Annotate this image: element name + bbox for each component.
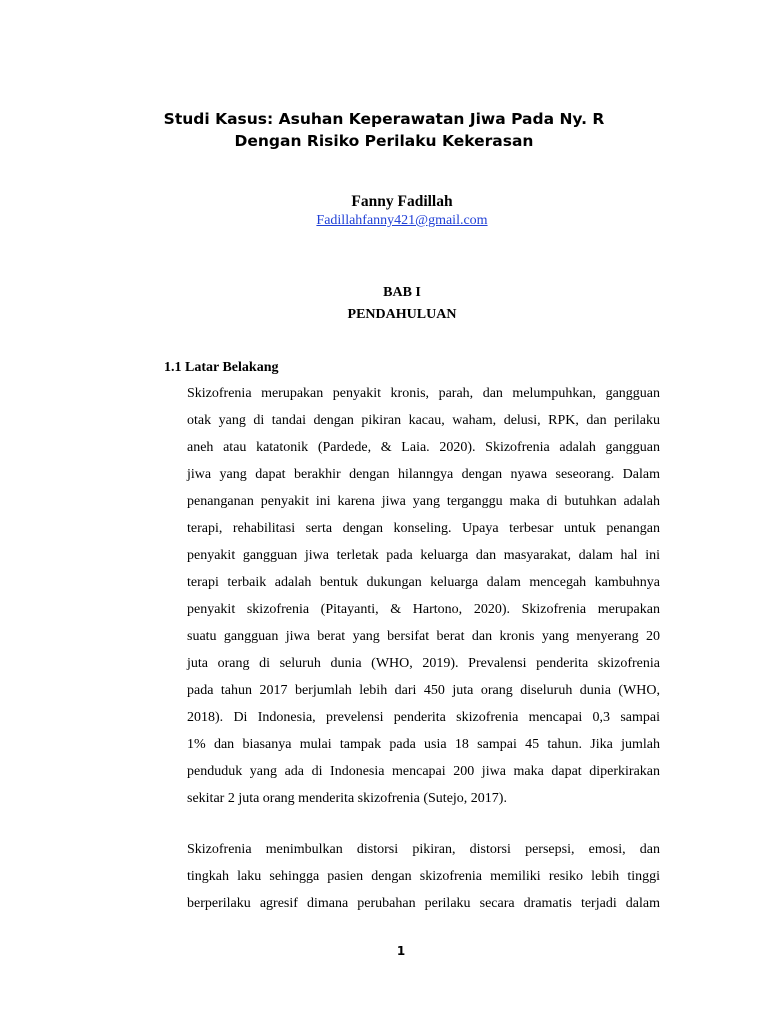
page-number: 1 [396,944,406,958]
paragraph-line: 1% dan biasanya mulai tampak pada usia 18 sampai 45 tahun. Jika jumlah [187,737,660,752]
paragraph-line: terapi terbaik adalah bentuk dukungan keluarga dalam mencegah kambuhnya [187,575,660,590]
chapter-number: BAB I [383,285,421,300]
paragraph-line: otak yang di tandai dengan pikiran kacau, waham, delusi, RPK, dan perilaku [187,413,660,428]
paragraph-1 [187,380,660,812]
paragraph-line: penduduk yang ada di Indonesia mencapai 200 jiwa maka dapat diperkirakan [187,764,660,779]
paragraph-line: pada tahun 2017 berjumlah lebih dari 450 juta orang diseluruh dunia (WHO, [187,683,660,698]
paragraph-line: Skizofrenia merupakan penyakit kronis, parah, dan melumpuhkan, gangguan [187,386,660,401]
author-name: Fanny Fadillah [351,193,453,210]
paragraph-line: 2018). Di Indonesia, prevelensi penderita skizofrenia mencapai 0,3 sampai [187,710,660,725]
paragraph-line: penyakit skizofrenia (Pitayanti, & Hartono, 2020). Skizofrenia merupakan [187,602,660,617]
paragraph-line: juta orang di seluruh dunia (WHO, 2019). Prevalensi penderita skizofrenia [187,656,660,671]
paragraph-line: suatu gangguan jiwa berat yang bersifat berat dan kronis yang menyerang 20 [187,629,660,644]
paragraph-line: tingkah laku sehingga pasien dengan skizofrenia memiliki resiko lebih tinggi [187,869,660,884]
title-line-2: Dengan Risiko Perilaku Kekerasan [234,132,534,150]
paragraph-line: penanganan penyakit ini karena jiwa yang terganggu maka di butuhkan adalah [187,494,660,509]
chapter-title: PENDAHULUAN [347,307,457,322]
paragraph-line: terapi, rehabilitasi serta dengan konseling. Upaya terbesar untuk penangan [187,521,660,536]
paragraph-line: Skizofrenia menimbulkan distorsi pikiran, distorsi persepsi, emosi, dan [187,842,660,857]
paragraph-line: penyakit gangguan jiwa terletak pada keluarga dan masyarakat, dalam hal ini [187,548,660,563]
paragraph-line: jiwa yang dapat berakhir dengan hilanngya dengan nyawa seseorang. Dalam [187,467,660,482]
paragraph-line: aneh atau katatonik (Pardede, & Laia. 2020). Skizofrenia adalah gangguan [187,440,660,455]
document-title [0,108,768,152]
author-email-link[interactable]: Fadillahfanny421@gmail.com [316,213,488,228]
chapter-heading [0,282,768,326]
paragraph-line: berperilaku agresif dimana perubahan perilaku secara dramatis terjadi dalam [187,896,660,911]
paragraph-line: sekitar 2 juta orang menderita skizofrenia (Sutejo, 2017). [187,791,507,806]
title-line-1: Studi Kasus: Asuhan Keperawatan Jiwa Pada Ny. R [163,110,605,128]
paragraph-2 [187,836,660,917]
section-heading: 1.1 Latar Belakang [164,360,279,375]
